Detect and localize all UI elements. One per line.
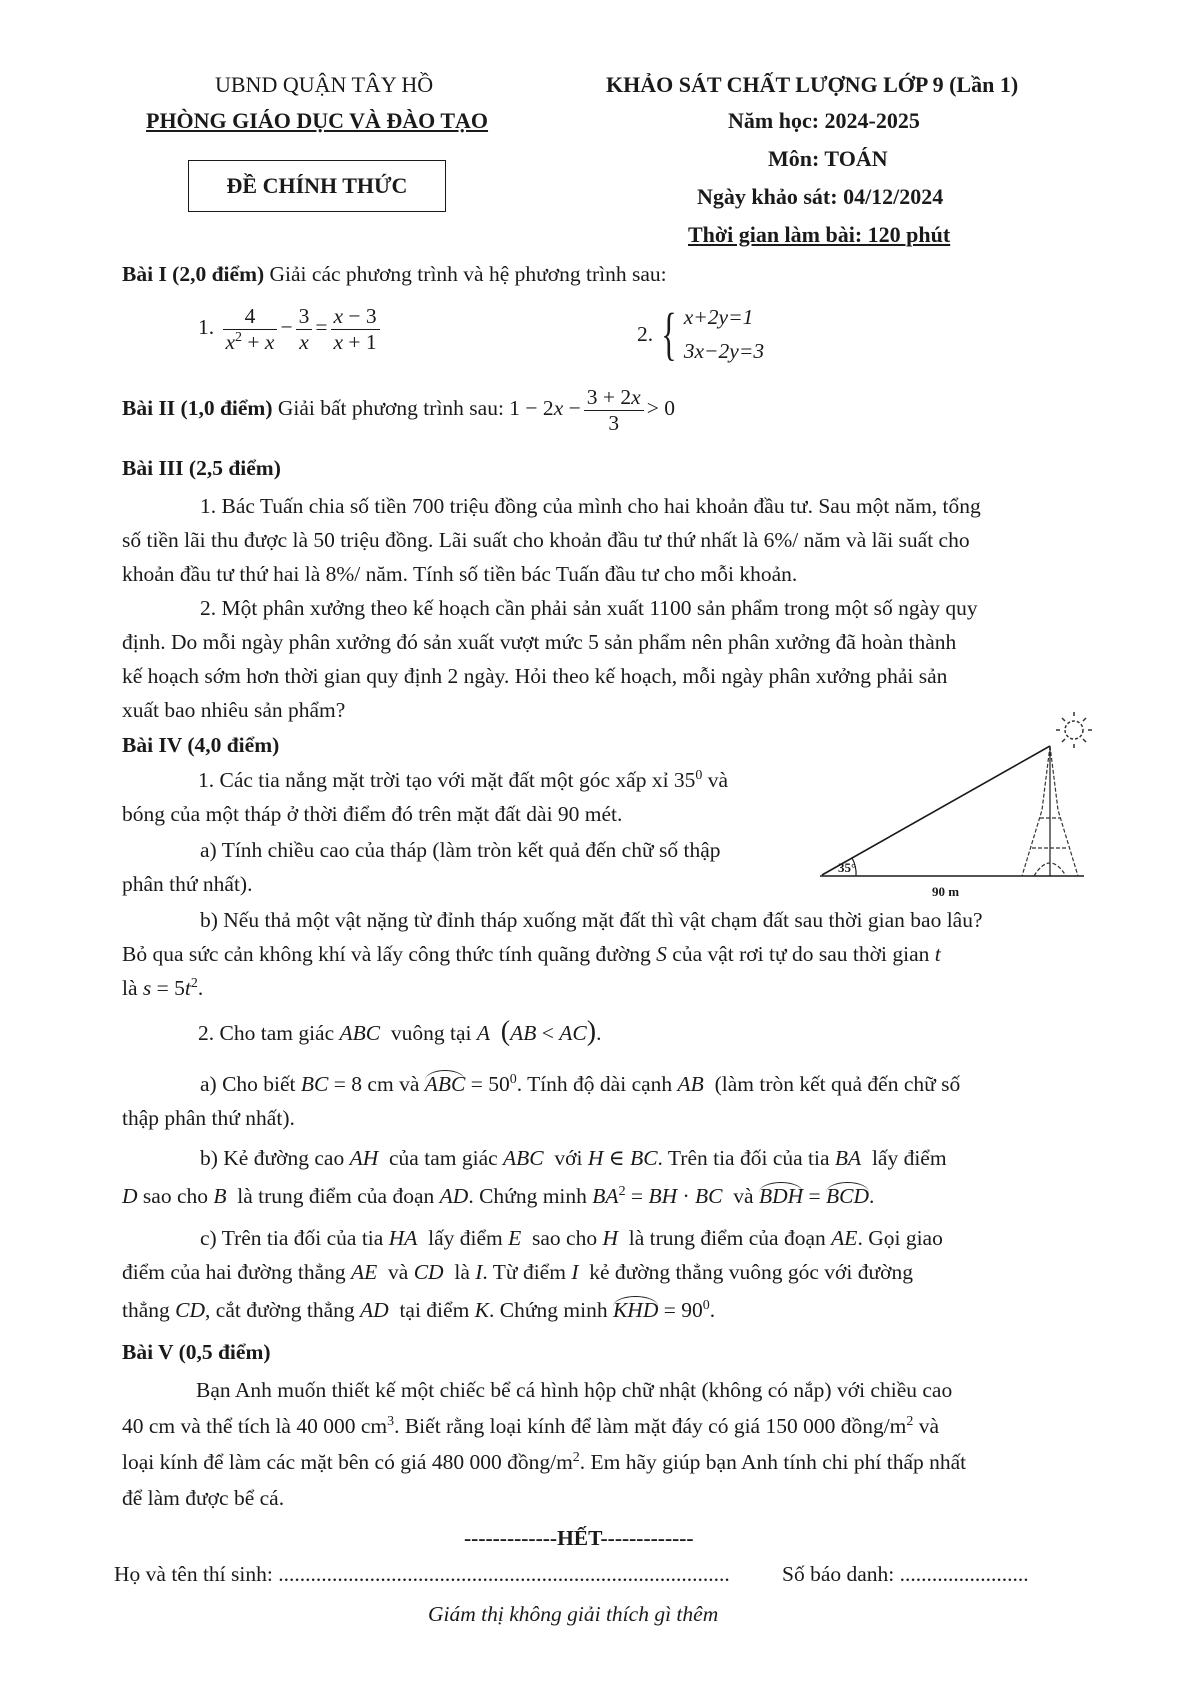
q2c-j: kẻ đường thẳng vuông góc với đường [589, 1260, 913, 1284]
bai5-l2a: 40 cm và thể tích là 40 000 cm [122, 1414, 388, 1439]
bai4-q2c-line1: c) Trên tia đối của tia HA lấy điểm E sao cho H là trung điểm của đoạn AE. Gọi giao [200, 1226, 943, 1250]
bai4-q1-text-end: và [702, 768, 729, 793]
bai3-p1-line1: 1. Bác Tuấn chia số tiền 700 triệu đồng của mình cho hai khoản đầu tư. Sau một năm, tổng [200, 494, 981, 518]
q2c-d: là trung điểm của đoạn [628, 1226, 826, 1250]
q2c-f: điểm của hai đường thẳng [122, 1260, 346, 1284]
bai3-p2-line2: định. Do mỗi ngày phân xưởng đó sản xuất vượt mức 5 sản phẩm nên phân xưởng đã hoàn thành [122, 630, 957, 654]
school-year: Năm học: 2024-2025 [728, 108, 920, 133]
q2b-g: là trung điểm của đoạn [237, 1184, 435, 1209]
bai4-q2c-line2: điểm của hai đường thẳng AE và CD là I. Từ điểm I kẻ đường thẳng vuông góc với đường [122, 1260, 913, 1284]
duration: Thời gian làm bài: 120 phút [688, 222, 951, 247]
q2-text-b: vuông tại [390, 1021, 472, 1045]
bai1-equation-2: 2. { x+2y=1 3x−2y=3 [637, 301, 765, 366]
bai4-q1-text: 1. Các tia nắng mặt trời tạo với mặt đất một góc xấp xỉ 35 [198, 768, 696, 793]
q2b-h: . Chứng minh [468, 1184, 587, 1209]
department-name: PHÒNG GIÁO DỤC VÀ ĐÀO TẠO [146, 108, 489, 133]
system-eq-1: x+2y=1 [683, 305, 754, 329]
bai4-q2-line: 2. Cho tam giác ABC vuông tại A (AB < AC). [198, 1016, 602, 1047]
q1b-text-b: của vật rơi tự do sau thời gian [672, 942, 930, 966]
bai4-q1a-line2: phân thứ nhất). [122, 872, 253, 896]
bai1-equation-1: 1. $\frac{4}{x^2 + x}$ − $\frac{3}{x}$ = $\frac{x - 3}{x + 1}$ [198, 304, 383, 355]
bai3-title: Bài III (2,5 điểm) [122, 456, 281, 480]
angle-label: 35° [838, 860, 857, 875]
bai4-q1-line2: bóng của một tháp ở thời điểm đó trên mặt đất dài 90 mét. [122, 802, 623, 826]
q2c-b: lấy điểm [428, 1226, 503, 1250]
q2b-f: sao cho [142, 1184, 208, 1209]
bai1-text: Giải các phương trình và hệ phương trình sau: [264, 262, 667, 286]
official-box [188, 160, 446, 212]
system-eq-2: 3x−2y=3 [683, 339, 765, 363]
bai2-title: Bài II (1,0 điểm) [122, 396, 273, 421]
bai1-q1-label: 1. [198, 315, 215, 340]
q2c-n: . Chứng minh [489, 1298, 608, 1323]
bai4-q1-line1: 1. Các tia nắng mặt trời tạo với mặt đất một góc xấp xỉ $35^0$ và [198, 768, 729, 793]
q2c-i: . Từ điểm [482, 1260, 566, 1284]
subject: Môn: TOÁN [768, 146, 888, 171]
q2a-c: . Tính độ dài cạnh [516, 1072, 673, 1097]
tower-figure [812, 700, 1092, 900]
bai4-q2a-line1: a) Cho biết BC = 8 cm và ABC = $50^0$. Tính độ dài cạnh AB (làm tròn kết quả đến chữ số [200, 1072, 961, 1097]
q2c-l: , cắt đường thẳng [205, 1298, 355, 1323]
bai4-q1b-line3: là $s = 5t^2$. [122, 976, 204, 1001]
q2a-b: cm và [367, 1072, 420, 1097]
q2b-e: lấy điểm [871, 1146, 947, 1170]
bai1-heading [122, 262, 667, 287]
candidate-id-label: Số báo danh: ........................ [782, 1562, 1029, 1586]
bai3-p1-line3: khoản đầu tư thứ hai là 8%/ năm. Tính số tiền bác Tuấn đầu tư cho mỗi khoản. [122, 562, 798, 586]
q2-text-a: 2. Cho tam giác [198, 1021, 335, 1045]
bai4-q2b-line2: D sao cho B là trung điểm của đoạn AD. Chứng minh $BA^2$ = BH · BC và BDH = BCD. [122, 1184, 875, 1209]
bai5-line3: loại kính để làm các mặt bên có giá 480 000 đồng/$m^2$. Em hãy giúp bạn Anh tính chi phí thấp nhất [122, 1450, 967, 1475]
q2c-e: . Gọi giao [857, 1226, 943, 1250]
bai3-p2-line1: 2. Một phân xưởng theo kế hoạch cần phải sản xuất 1100 sản phẩm trong một số ngày quy [200, 596, 978, 620]
q2b-i: và [733, 1184, 754, 1209]
bai3-p2-line3: kế hoạch sớm hơn thời gian quy định 2 ngày. Hỏi theo kế hoạch, mỗi ngày phân xưởng phải sản [122, 664, 948, 688]
bai3-p2-line4: xuất bao nhiêu sản phẩm? [122, 698, 346, 722]
bai3-p1-line2: số tiền lãi thu được là 50 triệu đồng. Lãi suất cho khoản đầu tư thứ nhất là 6%/ năm và lãi suất cho [122, 528, 970, 552]
q2a-d: (làm tròn kết quả đến chữ số [714, 1072, 961, 1097]
bai5-l3a: loại kính để làm các mặt bên có giá 480 000 đồng/m [122, 1450, 573, 1475]
proctor-note: Giám thị không giải thích gì thêm [428, 1602, 719, 1626]
bai4-title: Bài IV (4,0 điểm) [122, 733, 280, 757]
q2c-c: sao cho [532, 1226, 598, 1250]
bai4-q2b-line1: b) Kẻ đường cao AH của tam giác ABC với H ∈ BC. Trên tia đối của tia BA lấy điểm [200, 1146, 947, 1170]
base-label: 90 m [932, 884, 960, 899]
bai4-q2c-line3: thẳng CD, cắt đường thẳng AD tại điểm K. Chứng minh KHD = $90^0$. [122, 1298, 716, 1323]
exam-title: KHẢO SÁT CHẤT LƯỢNG LỚP 9 (Lần 1) [606, 72, 1019, 97]
candidate-name-label: Họ và tên thí sinh: .................................................................................... [114, 1562, 730, 1586]
bai4-q1b-line1: b) Nếu thả một vật nặng từ đỉnh tháp xuống mặt đất thì vật chạm đất sau thời gian bao lâu? [200, 908, 983, 932]
tower-icon [1022, 746, 1078, 876]
official-label: ĐỀ CHÍNH THỨC [226, 173, 408, 198]
bai5-title: Bài V (0,5 điểm) [122, 1340, 271, 1364]
q2c-k: thẳng [122, 1298, 170, 1323]
q2c-m: tại điểm [399, 1298, 470, 1323]
bai4-q1a-line1: a) Tính chiều cao của tháp (làm tròn kết quả đến chữ số thập [200, 838, 721, 862]
bai2-text: Giải bất phương trình sau: [272, 396, 510, 421]
bai1-q2-label: 2. [637, 321, 654, 346]
q2b-b: của tam giác [389, 1146, 498, 1170]
bai1-title: Bài I (2,0 điểm) [122, 262, 265, 286]
q1b-text-c: là [122, 976, 138, 1001]
bai5-l2c: và [913, 1414, 940, 1439]
q2b-c: với [554, 1146, 583, 1170]
bai5-line2: 40 cm và thể tích là 40 000 $cm^3$. Biết rằng loại kính để làm mặt đáy có giá 150 000 đồng/$m^2$ và [122, 1414, 940, 1439]
bai5-line1: Bạn Anh muốn thiết kế một chiếc bể cá hình hộp chữ nhật (không có nắp) với chiều cao [196, 1378, 953, 1402]
bai4-q2a-line2: thập phân thứ nhất). [122, 1106, 295, 1130]
q2c-h: là [454, 1260, 470, 1284]
q2b-d: . Trên tia đối của tia [657, 1146, 830, 1170]
district-name: UBND QUẬN TÂY HỒ [215, 72, 434, 97]
bai5-l2b: . Biết rằng loại kính để làm mặt đáy có giá 150 000 đồng/m [394, 1414, 907, 1439]
bai4-q1b-line2: Bỏ qua sức cản không khí và lấy công thức tính quãng đường S của vật rơi tự do sau thời gian t [122, 942, 941, 966]
q2a-a: a) Cho biết [200, 1072, 296, 1097]
exam-date: Ngày khảo sát: 04/12/2024 [697, 184, 944, 209]
q2c-a: c) Trên tia đối của tia [200, 1226, 384, 1250]
bai2-heading: Bài II (1,0 điểm) Giải bất phương trình sau: 1 − 2x − $\frac{3 + 2x}{3}$ > 0 [122, 385, 675, 435]
end-marker: -------------HẾT------------- [464, 1526, 694, 1550]
sun-icon [1056, 712, 1092, 748]
q2b-a: b) Kẻ đường cao [200, 1146, 345, 1170]
bai5-line4: để làm được bể cá. [122, 1486, 285, 1510]
q1b-text-a: Bỏ qua sức cản không khí và lấy công thức tính quãng đường [122, 942, 651, 966]
bai5-l3b: . Em hãy giúp bạn Anh tính chi phí thấp nhất [579, 1450, 967, 1475]
q2c-g: và [388, 1260, 409, 1284]
sun-ray-line [822, 746, 1050, 875]
